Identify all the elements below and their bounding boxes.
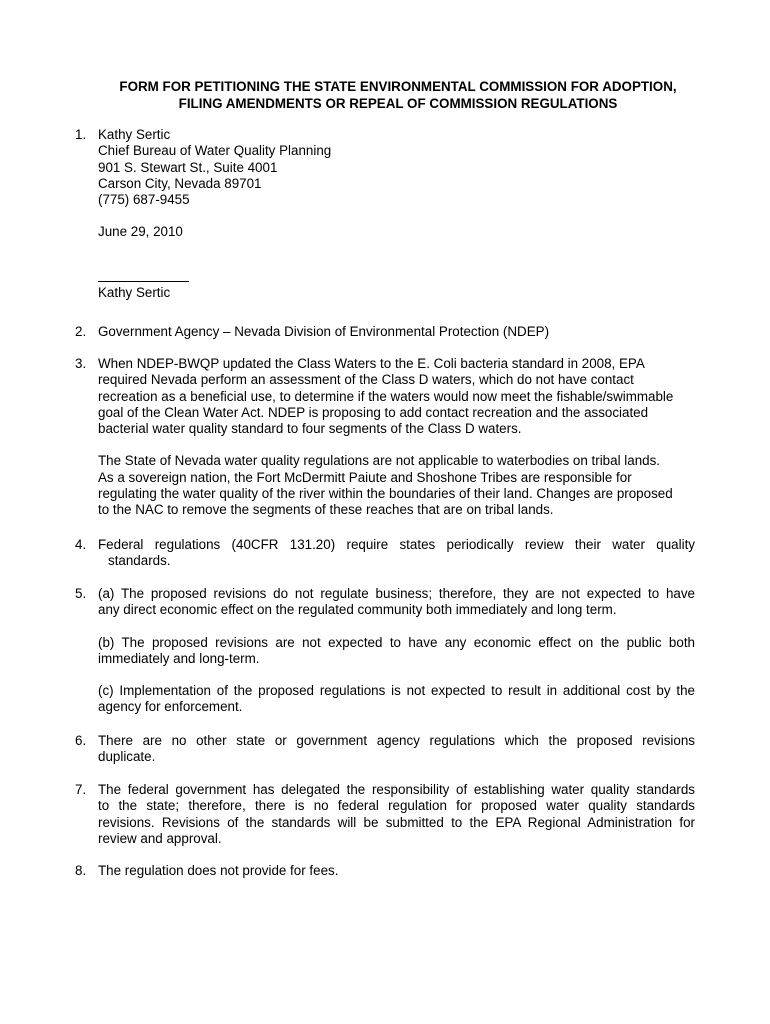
contact-address-line-2: Carson City, Nevada 89701 bbox=[98, 175, 262, 191]
paragraph-line: review and approval. bbox=[98, 830, 222, 846]
paragraph-line: When NDEP-BWQP updated the Class Waters to the E. Coli bacteria standard in 2008, EPA bbox=[98, 356, 645, 371]
paragraph-line: agency for enforcement. bbox=[98, 699, 243, 715]
paragraph-line: to the state; therefore, there is no federal regulation for proposed water quality standards bbox=[98, 798, 695, 814]
paragraph-line: goal of the Clean Water Act. NDEP is proposing to add contact recreation and the associated bbox=[98, 404, 649, 420]
paragraph-line: Federal regulations (40CFR 131.20) require states periodically review their water quality bbox=[98, 537, 695, 552]
form-title-line-1: FORM FOR PETITIONING THE STATE ENVIRONMENTAL COMMISSION FOR ADOPTION, bbox=[119, 79, 677, 94]
agency-text: Government Agency – Nevada Division of Environmental Protection (NDEP) bbox=[98, 324, 550, 339]
paragraph-line: There are no other state or government agency regulations which the proposed revisions bbox=[98, 733, 695, 748]
paragraph-line: regulating the water quality of the river within the boundaries of their land. Changes are proposed bbox=[98, 486, 673, 502]
paragraph-line: recreation as a beneficial use, to determine if the waters would now meet the fishable/swimmable bbox=[98, 388, 674, 404]
explanation-paragraph-1 bbox=[98, 356, 695, 437]
item-7-federal-delegation bbox=[75, 782, 695, 847]
form-date: June 29, 2010 bbox=[98, 224, 183, 240]
item-number: 8. bbox=[75, 863, 87, 878]
item-number: 2. bbox=[75, 324, 87, 339]
item-number: 1. bbox=[75, 127, 87, 142]
paragraph-line: to the NAC to remove the segments of these reaches that are on tribal lands. bbox=[98, 502, 554, 518]
contact-position: Chief Bureau of Water Quality Planning bbox=[98, 143, 332, 159]
economic-effect-part-b bbox=[98, 635, 695, 668]
item-8-fees bbox=[75, 863, 695, 879]
paragraph-line: As a sovereign nation, the Fort McDermitt Paiute and Shoshone Tribes are responsible for bbox=[98, 469, 632, 485]
item-4-federal-regulations bbox=[75, 537, 695, 570]
item-number: 7. bbox=[75, 782, 87, 797]
paragraph-line: (c) Implementation of the proposed regulations is not expected to result in additional cost by the bbox=[98, 683, 695, 699]
contact-address-line-1: 901 S. Stewart St., Suite 4001 bbox=[98, 159, 278, 175]
economic-effect-part-c bbox=[98, 683, 695, 716]
signature-line bbox=[98, 281, 189, 282]
paragraph-line: immediately and long-term. bbox=[98, 650, 260, 666]
item-1-contact bbox=[75, 127, 695, 301]
form-title-line-2: FILING AMENDMENTS OR REPEAL OF COMMISSION REGULATIONS bbox=[178, 95, 618, 111]
item-6-duplication bbox=[75, 733, 695, 766]
paragraph-line: revisions. Revisions of the standards will be submitted to the EPA Regional Administration for bbox=[98, 814, 695, 830]
paragraph-line: standards. bbox=[108, 553, 171, 569]
item-number: 3. bbox=[75, 356, 87, 371]
item-5-economic-effect bbox=[75, 586, 695, 716]
item-number: 6. bbox=[75, 733, 87, 748]
economic-effect-part-a bbox=[98, 586, 695, 619]
paragraph-line: (a) The proposed revisions do not regulate business; therefore, they are not expected to have bbox=[98, 586, 695, 601]
item-3-explanation bbox=[75, 356, 695, 519]
item-number: 5. bbox=[75, 586, 87, 601]
item-number: 4. bbox=[75, 537, 87, 552]
explanation-paragraph-2 bbox=[98, 453, 695, 518]
paragraph-line: required Nevada perform an assessment of the Class D waters, which do not have contact bbox=[98, 372, 634, 388]
paragraph-line: (b) The proposed revisions are not expected to have any economic effect on the public both bbox=[98, 634, 695, 650]
paragraph-line: duplicate. bbox=[98, 749, 156, 765]
fees-text: The regulation does not provide for fees. bbox=[98, 863, 339, 878]
item-2-agency bbox=[75, 324, 695, 340]
form-title bbox=[60, 79, 736, 112]
contact-phone: (775) 687-9455 bbox=[98, 192, 190, 208]
paragraph-line: bacterial water quality standard to four segments of the Class D waters. bbox=[98, 421, 522, 437]
paragraph-line: The State of Nevada water quality regulations are not applicable to waterbodies on tribal lands. bbox=[98, 453, 661, 469]
paragraph-line: The federal government has delegated the responsibility of establishing water quality standards bbox=[98, 782, 695, 797]
contact-name: Kathy Sertic bbox=[98, 127, 171, 142]
signature-name: Kathy Sertic bbox=[98, 284, 171, 300]
paragraph-line: any direct economic effect on the regulated community both immediately and long term. bbox=[98, 602, 617, 618]
